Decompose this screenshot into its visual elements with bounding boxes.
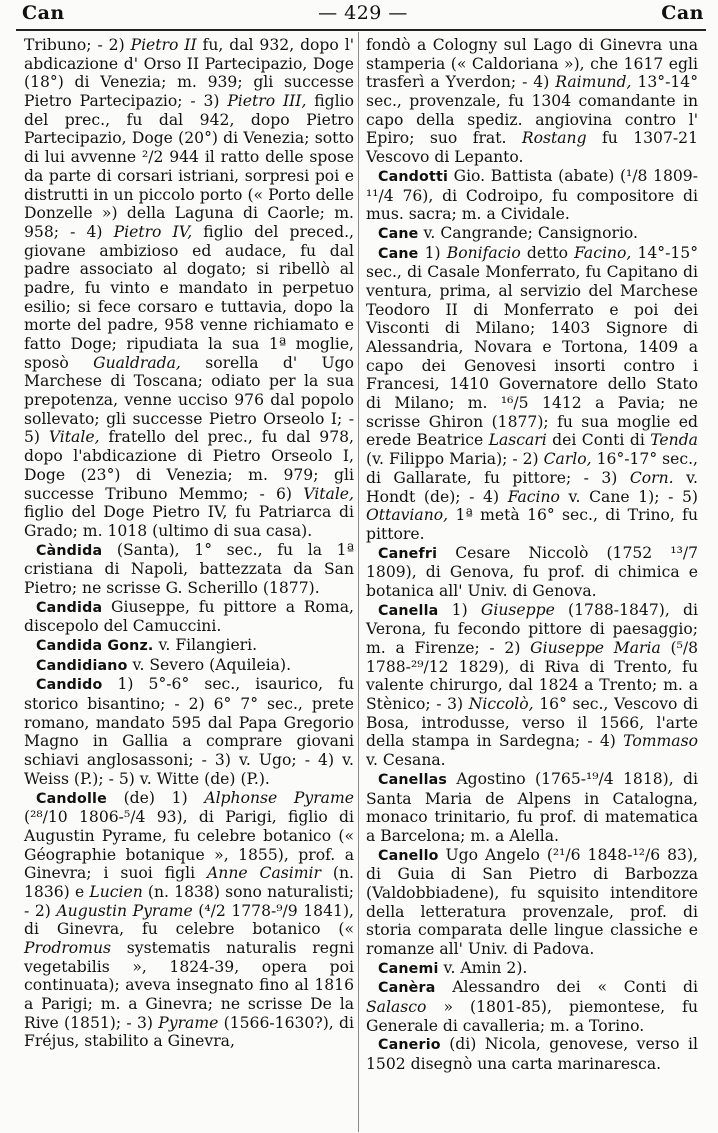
entry-text: v. Filangieri.: [153, 636, 258, 654]
entry-text: 1): [418, 243, 447, 262]
dictionary-entry: [366, 36, 698, 167]
italic-name: Anne Casimir: [207, 864, 321, 883]
dictionary-entry: [366, 544, 698, 601]
italic-name: Niccolò,: [468, 695, 534, 714]
italic-name: Salasco: [366, 998, 427, 1017]
entry-headword: Candidiano: [36, 657, 128, 674]
entry-headword: Cane: [378, 225, 419, 242]
entry-headword: Canemi: [378, 960, 439, 977]
entry-headword: Cane: [378, 245, 419, 262]
dictionary-entry: [24, 36, 354, 541]
entry-text: figlio del preced., giovane ambizioso ed audace, fu dal padre associato al dogato; si ribellò al padre, fu vinto e mandato in perpetuo esilio; si fece corsaro e tuttavia, dopo la morte del padre, 958 venne richiamato e fatto Doge; ripudiata la sua 1ª moglie, sposò: [24, 222, 354, 372]
dictionary-entry: [366, 224, 698, 244]
left-column: [24, 36, 354, 1051]
entry-text: Giuseppe, fu pittore a Roma, discepolo del Camuccini.: [24, 597, 354, 636]
italic-name: Augustin Pyrame: [56, 901, 193, 920]
entry-text: Alessandro dei « Conti di: [435, 978, 698, 997]
header-rule: [16, 29, 706, 31]
entry-text: 14°-15° sec., di Casale Monferrato, fu Capitano di ventura, prima, al servizio del Marchese Teodoro II di Monferrato e poi dei Visconti di Milano; 1403 Signore di Alessandria, Novara e Tortona, 1409 a capo dei Genovesi insorti contro i Francesi, 1410 Governatore dello Stato di Milano; m. ¹⁶/5 1412 a Pavia; ne scrisse Ghiron (1877); fu sua moglie ed erede Beatrice: [366, 243, 699, 450]
entry-headword: Canella: [378, 602, 439, 619]
italic-name: Bonifacio: [446, 243, 521, 262]
entry-text: figlio del prec., fu dal 942, dopo Pietro Partecipazio, Doge (20°) di Venezia; sotto di lui avvenne ²/2 944 il ratto delle spose da parte di corsari istriani, sorpresi poi e distrutti in un piccolo porto (« Porto delle Donzelle ») della Laguna di Caorle; m. 958; - 4): [24, 92, 354, 241]
italic-name: Corn.: [629, 468, 674, 487]
italic-name: Gualdrada,: [93, 353, 181, 372]
entry-text: fu 1307-21 Vescovo di Lepanto.: [366, 129, 698, 167]
header-left-word: Can: [22, 2, 65, 24]
italic-name: Giuseppe: [480, 600, 555, 619]
entry-text: 13°-14° sec., provenzale, fu 1304 comandante in capo della spediz. angiovina contro l' Epiro; suo frat.: [366, 73, 698, 148]
entry-text: fondò a Cologny sul Lago di Ginevra una stamperia (« Caldoriana »), che 1617 egli trasferì a Yverdon; - 4): [366, 36, 698, 92]
entry-text: (Santa), 1° sec., fu la 1ª cristiana di Napoli, battezzata da San Pietro; ne scrisse G. Scherillo (1877).: [24, 540, 354, 597]
entry-text: Agostino (1765-¹⁹/4 1818), di Santa Maria de Alpens in Catalogna, monaco trinitario, fu prof. di matematica a Barcelona; m. a Alella.: [366, 769, 698, 845]
entry-text: 16°-17° sec., di Gallarate, fu pittore; - 3): [366, 450, 698, 487]
entry-headword: Candido: [36, 677, 103, 694]
entry-text: fratello del prec., fu dal 978, dopo l'abdicazione di Pietro Orseolo I, Doge (23°) di Venezia; m. 979; gli successe Tribuno Memmo; - 6): [24, 428, 354, 503]
entry-text: 1) 5°-6° sec., isaurico, fu storico bisantino; - 2) 6° 7° sec., prete romano, mandato 595 dal Papa Gregorio Magno in Gallia a comprare giovani schiavi anglosassoni; - 3) v. Ugo; - 4) v. Weiss (P.); - 5) v. Witte (de) (P.).: [24, 675, 354, 788]
entry-text: (n. 1836) e: [24, 864, 354, 901]
italic-name: Pietro III,: [227, 92, 307, 111]
italic-name: Tenda: [650, 431, 698, 450]
entry-text: v. Cesana.: [366, 751, 446, 770]
header-right-word: Can: [661, 2, 704, 24]
entry-text: (1566-1630?), di Fréjus, stabilito a Ginevra,: [24, 1013, 354, 1051]
entry-text: (v. Filippo Maria); - 2): [366, 450, 544, 469]
entry-text: detto: [520, 243, 575, 262]
entry-text: sorella d' Ugo Marchese di Toscana; odiato per la sua prepotenza, venne ucciso 976 dal popolo sollevato; gli successe Pietro Orseolo I; - 5): [24, 353, 354, 447]
entry-headword: Canello: [378, 847, 439, 864]
italic-name: Vitale,: [48, 428, 100, 447]
page-number: — 429 —: [318, 2, 408, 24]
entry-headword: Candida Gonz.: [36, 638, 154, 654]
entry-text: v. Severo (Aquileia).: [127, 655, 292, 674]
italic-name: Ottaviano,: [366, 506, 449, 525]
running-header: [22, 2, 704, 30]
entry-text: (n. 1838) sono naturalisti; - 2): [24, 882, 354, 920]
entry-text: (de) 1): [106, 788, 205, 807]
italic-name: Pyrame: [158, 1013, 219, 1032]
entry-text: v. Cane 1); - 5): [559, 487, 699, 506]
entry-text: Gio. Battista (abate) (¹/8 1809-¹¹/4 76), di Codroipo, fu compositore di mus. sacra; m. a Cividale.: [366, 166, 698, 224]
italic-name: Facino,: [574, 243, 632, 262]
dictionary-entry: [366, 959, 698, 979]
column-divider: [358, 32, 359, 1132]
entry-headword: Canerio: [378, 1037, 441, 1054]
dictionary-entry: [366, 770, 698, 846]
entry-text: (di) Nicola, genovese, verso il 1502 disegnò una carta marinaresca.: [366, 1035, 698, 1074]
entry-headword: Càndida: [36, 542, 103, 559]
entry-text: 16° sec., Vescovo di Bosa, introdusse, verso il 1566, l'arte della stampa in Sardegna; - 4): [366, 695, 698, 751]
italic-name: Vitale,: [303, 484, 354, 503]
entry-text: Tribuno; - 2): [24, 36, 131, 54]
entry-text: (⁵/8 1788-²⁹/12 1829), di Riva di Trento, fu valente chirurgo, dal 1824 a Trento; m. a Stènico; - 3): [366, 639, 698, 714]
dictionary-entry: [366, 244, 698, 544]
entry-text: (²⁸/10 1806-⁵/4 93), di Parigi, figlio di Augustin Pyrame, fu celebre botanico (« Géographie botanique », 1855), prof. a Ginevra; i suoi figli: [24, 808, 354, 883]
italic-name: Carlo,: [543, 450, 592, 469]
dictionary-entry: [24, 656, 354, 676]
italic-name: Raimund,: [555, 73, 632, 92]
entry-text: (1788-1847), di Verona, fu fecondo pittore di paesaggio; m. a Firenze; - 2): [366, 600, 698, 657]
dictionary-entry: [366, 601, 698, 770]
entry-headword: Canefri: [378, 545, 438, 562]
dictionary-entry: [24, 789, 354, 1052]
entry-headword: Canellas: [378, 771, 448, 788]
dictionary-entry: [366, 846, 698, 959]
italic-name: Pietro II: [130, 36, 197, 54]
italic-name: Giuseppe Maria: [530, 639, 661, 657]
right-column: [366, 36, 698, 1074]
entry-headword: Candida: [36, 599, 103, 616]
dictionary-entry: [366, 1035, 698, 1073]
italic-name: Pietro IV,: [113, 222, 193, 241]
dictionary-entry: [24, 636, 354, 656]
entry-headword: Candotti: [378, 168, 449, 185]
entry-text: Cesare Niccolò (1752 ¹³/7 1809), di Genova, fu prof. di chimica e botanica all' Univ. di Genova.: [366, 543, 698, 600]
italic-name: Rostang: [521, 129, 587, 148]
entry-text: v. Hondt (de); - 4): [366, 468, 698, 506]
italic-name: Lucien: [89, 882, 143, 901]
entry-text: figlio del Doge Pietro IV, fu Patriarca di Grado; m. 1018 (ultimo di sua casa).: [24, 503, 354, 540]
dictionary-entry: [24, 541, 354, 598]
entry-text: v. Cangrande; Cansignorio.: [418, 223, 638, 242]
entry-text: (⁴/2 1778-⁹/9 1841), di Ginevra, fu celebre botanico («: [24, 901, 354, 939]
entry-text: 1ª metà 16° sec., di Trino, fu pittore.: [366, 506, 698, 543]
dictionary-entry: [24, 675, 354, 788]
entry-text: dei Conti di: [546, 431, 651, 450]
entry-text: systematis naturalis regni vegetabilis », 1824-39, opera poi continuata); aveva insegnato fino al 1816 a Parigi; m. a Ginevra; ne scrisse De la Rive (1851); - 3): [24, 939, 354, 1032]
entry-text: » (1801-85), piemontese, fu Generale di cavalleria; m. a Torino.: [366, 998, 698, 1035]
dictionary-entry: [24, 598, 354, 636]
entry-text: fu, dal 932, dopo l' abdicazione d' Orso II Partecipazio, Doge (18°) di Venezia; m. 939; gli successe Pietro Partecipazio; - 3): [24, 36, 354, 111]
italic-name: Alphonse Pyrame: [204, 788, 354, 807]
italic-name: Prodromus: [24, 939, 111, 957]
entry-text: v. Amin 2).: [438, 958, 528, 977]
dictionary-entry: [366, 167, 698, 224]
entry-text: Ugo Angelo (²¹/6 1848-¹²/6 83), di Guia di San Pietro di Barbozza (Valdobbiadene), fu squisito intenditore della letteratura provenzale, prof. di storia comparata delle lingue classiche e romanze all' Univ. di Padova.: [366, 845, 698, 958]
entry-headword: Candolle: [36, 790, 107, 807]
dictionary-entry: [366, 978, 698, 1035]
italic-name: Lascari: [488, 431, 547, 450]
italic-name: Tommaso: [623, 732, 698, 751]
entry-text: 1): [438, 600, 481, 619]
entry-headword: Canèra: [378, 980, 436, 997]
italic-name: Facino: [507, 487, 560, 506]
